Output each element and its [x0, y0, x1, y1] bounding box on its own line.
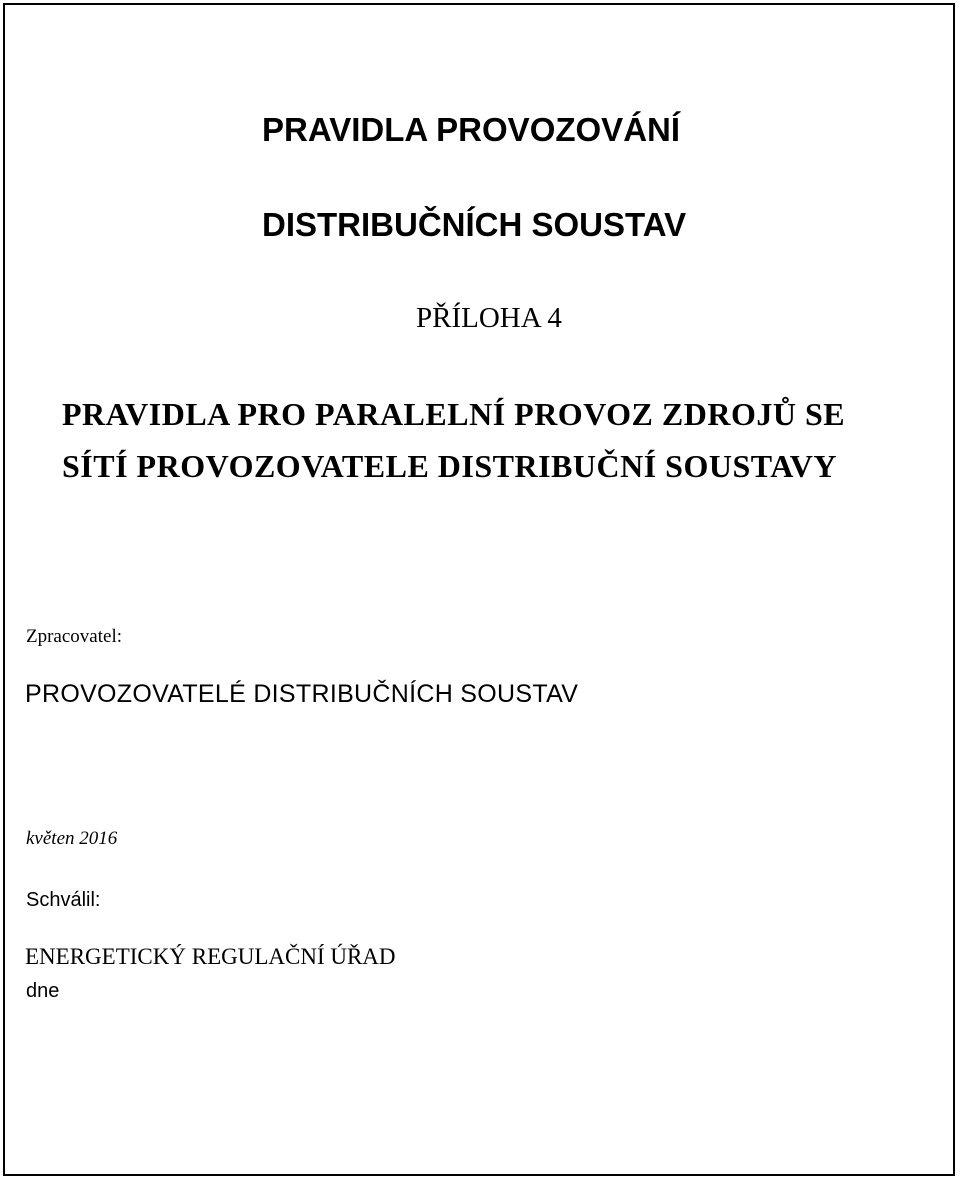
- prepared-by-value: PROVOZOVATELÉ DISTRIBUČNÍCH SOUSTAV: [25, 680, 579, 708]
- prepared-by-label: Zpracovatel:: [26, 626, 123, 647]
- appendix-label: PŘÍLOHA 4: [416, 302, 562, 334]
- document-title-line-2: DISTRIBUČNÍCH SOUSTAV: [262, 206, 687, 243]
- subtitle-line-1: PRAVIDLA PRO PARALELNÍ PROVOZ ZDROJŮ SE: [62, 396, 846, 432]
- approval-date-label: dne: [26, 980, 60, 1002]
- page-border: [3, 3, 955, 1176]
- approved-by-label: Schválil:: [26, 889, 101, 911]
- subtitle-line-2: SÍTÍ PROVOZOVATELE DISTRIBUČNÍ SOUSTAVY: [62, 448, 837, 484]
- approved-by-value: ENERGETICKÝ REGULAČNÍ ÚŘAD: [25, 944, 396, 969]
- document-title-line-1: PRAVIDLA PROVOZOVÁNÍ: [262, 111, 681, 148]
- document-date: květen 2016: [26, 828, 118, 849]
